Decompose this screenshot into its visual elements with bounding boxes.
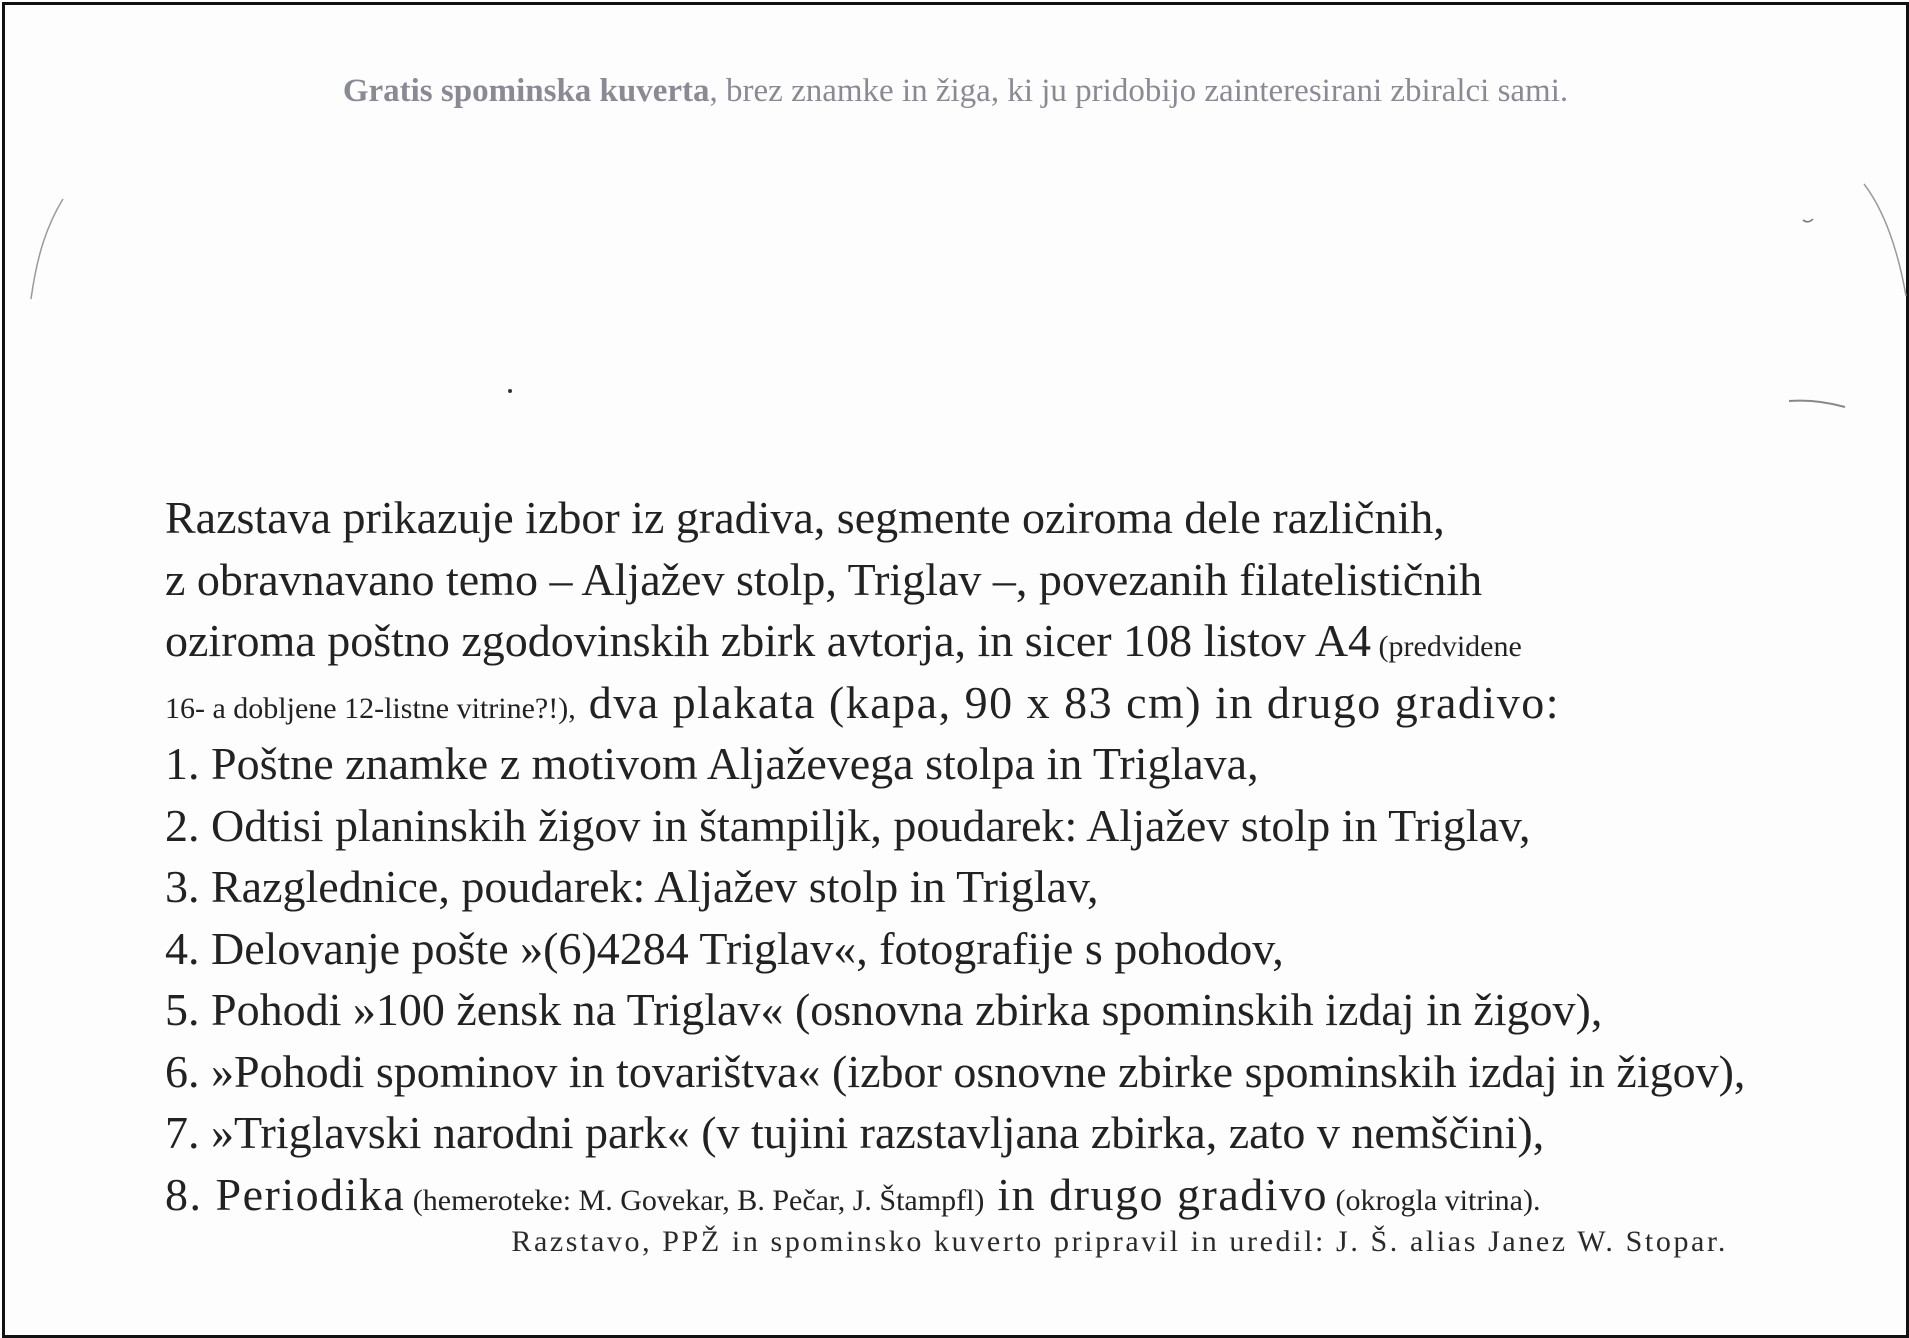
speck-mark	[508, 389, 512, 393]
item-8-part3: in drugo gradivo	[984, 1168, 1329, 1220]
intro-line-4-main: dva plakata (kapa, 90 x 83 cm) in drugo gradivo:	[575, 676, 1560, 728]
scratch-mark	[1801, 217, 1815, 227]
intro-line-3-small: (predvidene	[1371, 630, 1522, 663]
list-item: 4. Delovanje pošte »(6)4284 Triglav«, fotografije s pohodov,	[165, 922, 1284, 974]
list-item: 2. Odtisi planinskih žigov in štampiljk, poudarek: Aljažev stolp in Triglav,	[165, 799, 1531, 851]
item-8-part1: 8. Periodika	[165, 1168, 406, 1220]
scratch-mark-long	[1787, 397, 1847, 411]
item-8-part2: (hemeroteke: M. Govekar, B. Pečar, J. Štampfl)	[405, 1183, 985, 1217]
list-item: 3. Razglednice, poudarek: Aljažev stolp in Triglav,	[165, 861, 1099, 912]
item-8-part4: (okrogla vitrina).	[1328, 1183, 1541, 1217]
header-note-bold: Gratis spominska kuverta	[342, 73, 710, 109]
intro-line-4-small: 16- a dobljene 12-listne vitrine?!),	[165, 691, 576, 725]
envelope-flap-left-edge	[27, 195, 67, 305]
intro-line-3-main: oziroma poštno zgodovinskih zbirk avtorja, in sicer 108 listov A4	[165, 615, 1372, 666]
list-item: 7. »Triglavski narodni park« (v tujini razstavljana zbirka, zato v nemščini),	[165, 1107, 1545, 1158]
intro-line-1: Razstava prikazuje izbor iz gradiva, segmente oziroma dele različnih,	[165, 492, 1445, 543]
credit-line: Razstavo, PPŽ in spominsko kuverto pripravil in uredil: J. Š. alias Janez W. Stopar.	[511, 1225, 1728, 1258]
document-body	[165, 487, 1765, 1225]
list-item: 1. Poštne znamke z motivom Aljaževega stolpa in Triglava,	[165, 738, 1259, 789]
header-note	[5, 73, 1906, 110]
list-item: 5. Pohodi »100 žensk na Triglav« (osnovna zbirka spominskih izdaj in žigov),	[165, 984, 1603, 1035]
envelope-flap-right-edge	[1860, 180, 1909, 300]
list-item: 6. »Pohodi spominov in tovarištva« (izbor osnovne zbirke spominskih izdaj in žigov),	[165, 1045, 1746, 1097]
intro-line-2: z obravnavano temo – Aljažev stolp, Triglav –, povezanih filatelističnih	[165, 553, 1483, 605]
list-item-8	[165, 1164, 1765, 1226]
intro-line-3	[165, 610, 1765, 672]
intro-line-4	[165, 672, 1765, 734]
header-note-rest: , brez znamke in žiga, ki ju pridobijo zainteresirani zbiralci sami.	[709, 73, 1569, 109]
envelope-sheet	[2, 2, 1909, 1338]
